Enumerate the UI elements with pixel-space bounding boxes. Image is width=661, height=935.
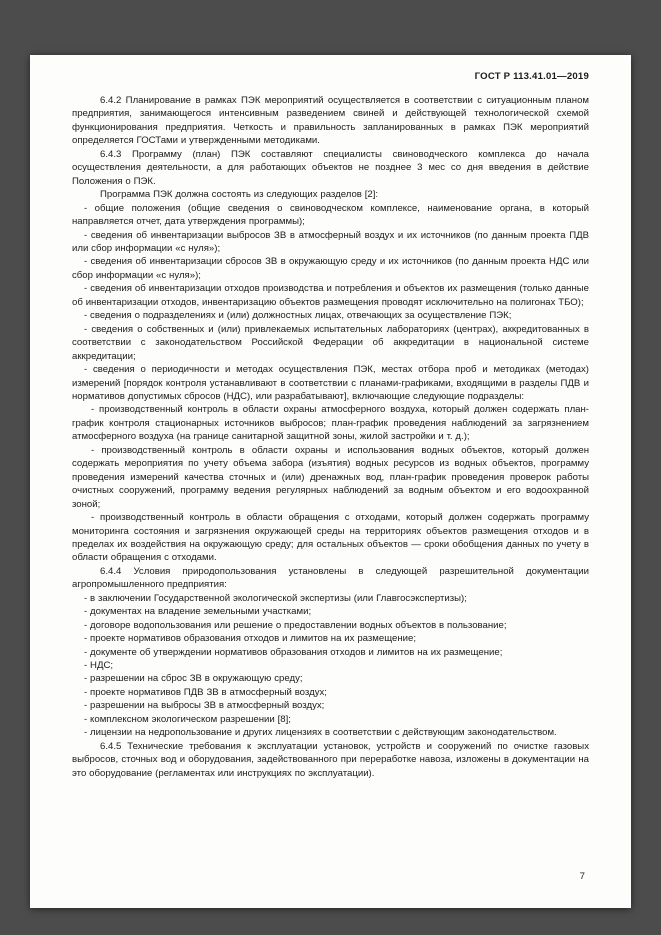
paragraph: - сведения об инвентаризации отходов производства и потребления и объектов их размещения (только данные об инвентаризации отходов, инвентаризацию объектов размещения проводят исключительно на полигонах ТБО); [72,283,589,308]
paragraph: - лицензии на недропользование и других лицензиях в соответствии с действующим законодательством. [84,727,557,739]
paragraph: - производственный контроль в области охраны и использования водных объектов, который должен содержать мероприятия по учету объема забора (изъятия) водных ресурсов из водных объектов, программу проведения измерений качества сточных и (или) дренажных вод, план-график проведения проверок работы очистных сооружений, программу ведения регулярных наблюдений за водным объектом и его водоохранной зоной; [72,444,589,510]
paragraph: - сведения о подразделениях и (или) должностных лицах, отвечающих за осуществление ПЭК; [84,310,512,322]
page-number: 7 [579,871,585,882]
paragraph: - сведения об инвентаризации выбросов ЗВ в атмосферный воздух и их источников (по данным проекта ПДВ или сбор информации «с нуля»); [72,229,589,254]
paragraph: 6.4.5 Технические требования к эксплуатации установок, устройств и сооружений по очистке газовых выбросов, сточных вод и оборудования, задействованного при переработке навоза, изложены в документации на это оборудование (регламентах или инструкциях по эксплуатации). [72,740,589,779]
paragraph: 6.4.4 Условия природопользования установлены в следующей разрешительной документации агропромышленного предприятия: [72,565,589,591]
document-page [30,55,631,908]
paragraph: - разрешении на выбросы ЗВ в атмосферный воздух; [84,700,325,712]
paragraph: Программа ПЭК должна состоять из следующих разделов [2]: [100,189,379,201]
paragraph: - общие положения (общие сведения о свиноводческом комплексе, наименование органа, в который направляется отчет, дата утверждения программы); [72,202,589,228]
paragraph: - комплексном экологическом разрешении [8]; [84,713,291,725]
paragraph: 6.4.2 Планирование в рамках ПЭК мероприятий осуществляется в соответствии с ситуационным планом предприятия, занимающегося интенсивным разведением свиней и действующей технологической схемой функционирования предприятия. Четкость и правильность запланированных в рамках ПЭК мероприятий определяется ГОСТами и утвержденными методиками. [72,95,589,147]
paragraph: - производственный контроль в области обращения с отходами, который должен содержать программу мониторинга состояния и загрязнения окружающей среды на территориях объектов размещения отходов и в пределах их воздействия на окружающую среду; для остальных объектов — сроки обобщения данных по учету в области обращения с отходами. [72,512,589,564]
paragraph: - разрешении на сброс ЗВ в окружающую среду; [84,673,303,685]
paragraph: - проекте нормативов образования отходов и лимитов на их размещение; [84,633,416,645]
paragraph: 6.4.3 Программу (план) ПЭК составляют специалисты свиноводческого комплекса до начала осуществления деятельности, а для работающих объектов не позднее 3 мес со дня введения в действие Положения о ПЭК. [72,148,589,187]
paragraph: - в заключении Государственной экологической экспертизы (или Главгосэкспертизы); [84,592,467,604]
paragraph: - договоре водопользования или решение о предоставлении водных объектов в пользование; [84,619,507,631]
paragraph: - НДС; [84,660,114,672]
paragraph: - сведения о собственных и (или) привлекаемых испытательных лабораториях (центрах), аккредитованных в соответствии с законодательством Российской Федерации об аккредитации в национальной системе аккредитации; [72,323,589,362]
paragraph: - документе об утверждении нормативов образования отходов и лимитов на их размещение; [84,646,503,658]
paragraph: - сведения о периодичности и методах осуществления ПЭК, местах отбора проб и методиках (методах) измерений [порядок контроля устанавливают в соответствии с планами-графиками, входящими в разделы ПДВ и нормативов допустимых сбросов (НДС), или разрабатывают], включающие следующие подразделы: [72,364,589,402]
paragraph: - производственный контроль в области охраны атмосферного воздуха, который должен содержать план-график контроля стационарных источников выбросов; план-график проведения наблюдений за загрязнением атмосферного воздуха (на границе санитарной защитной зоны, жилой застройки и т. д.); [72,404,589,443]
document-body [72,94,589,780]
paragraph: - проекте нормативов ПДВ ЗВ в атмосферный воздух; [84,686,327,698]
paragraph: - сведения об инвентаризации сбросов ЗВ в окружающую среду и их источников (по данным проекта НДС или сбор информации «с нуля»); [72,256,589,281]
document-header: ГОСТ Р 113.41.01—2019 [474,71,589,82]
paragraph: - документах на владение земельными участками; [84,606,312,618]
